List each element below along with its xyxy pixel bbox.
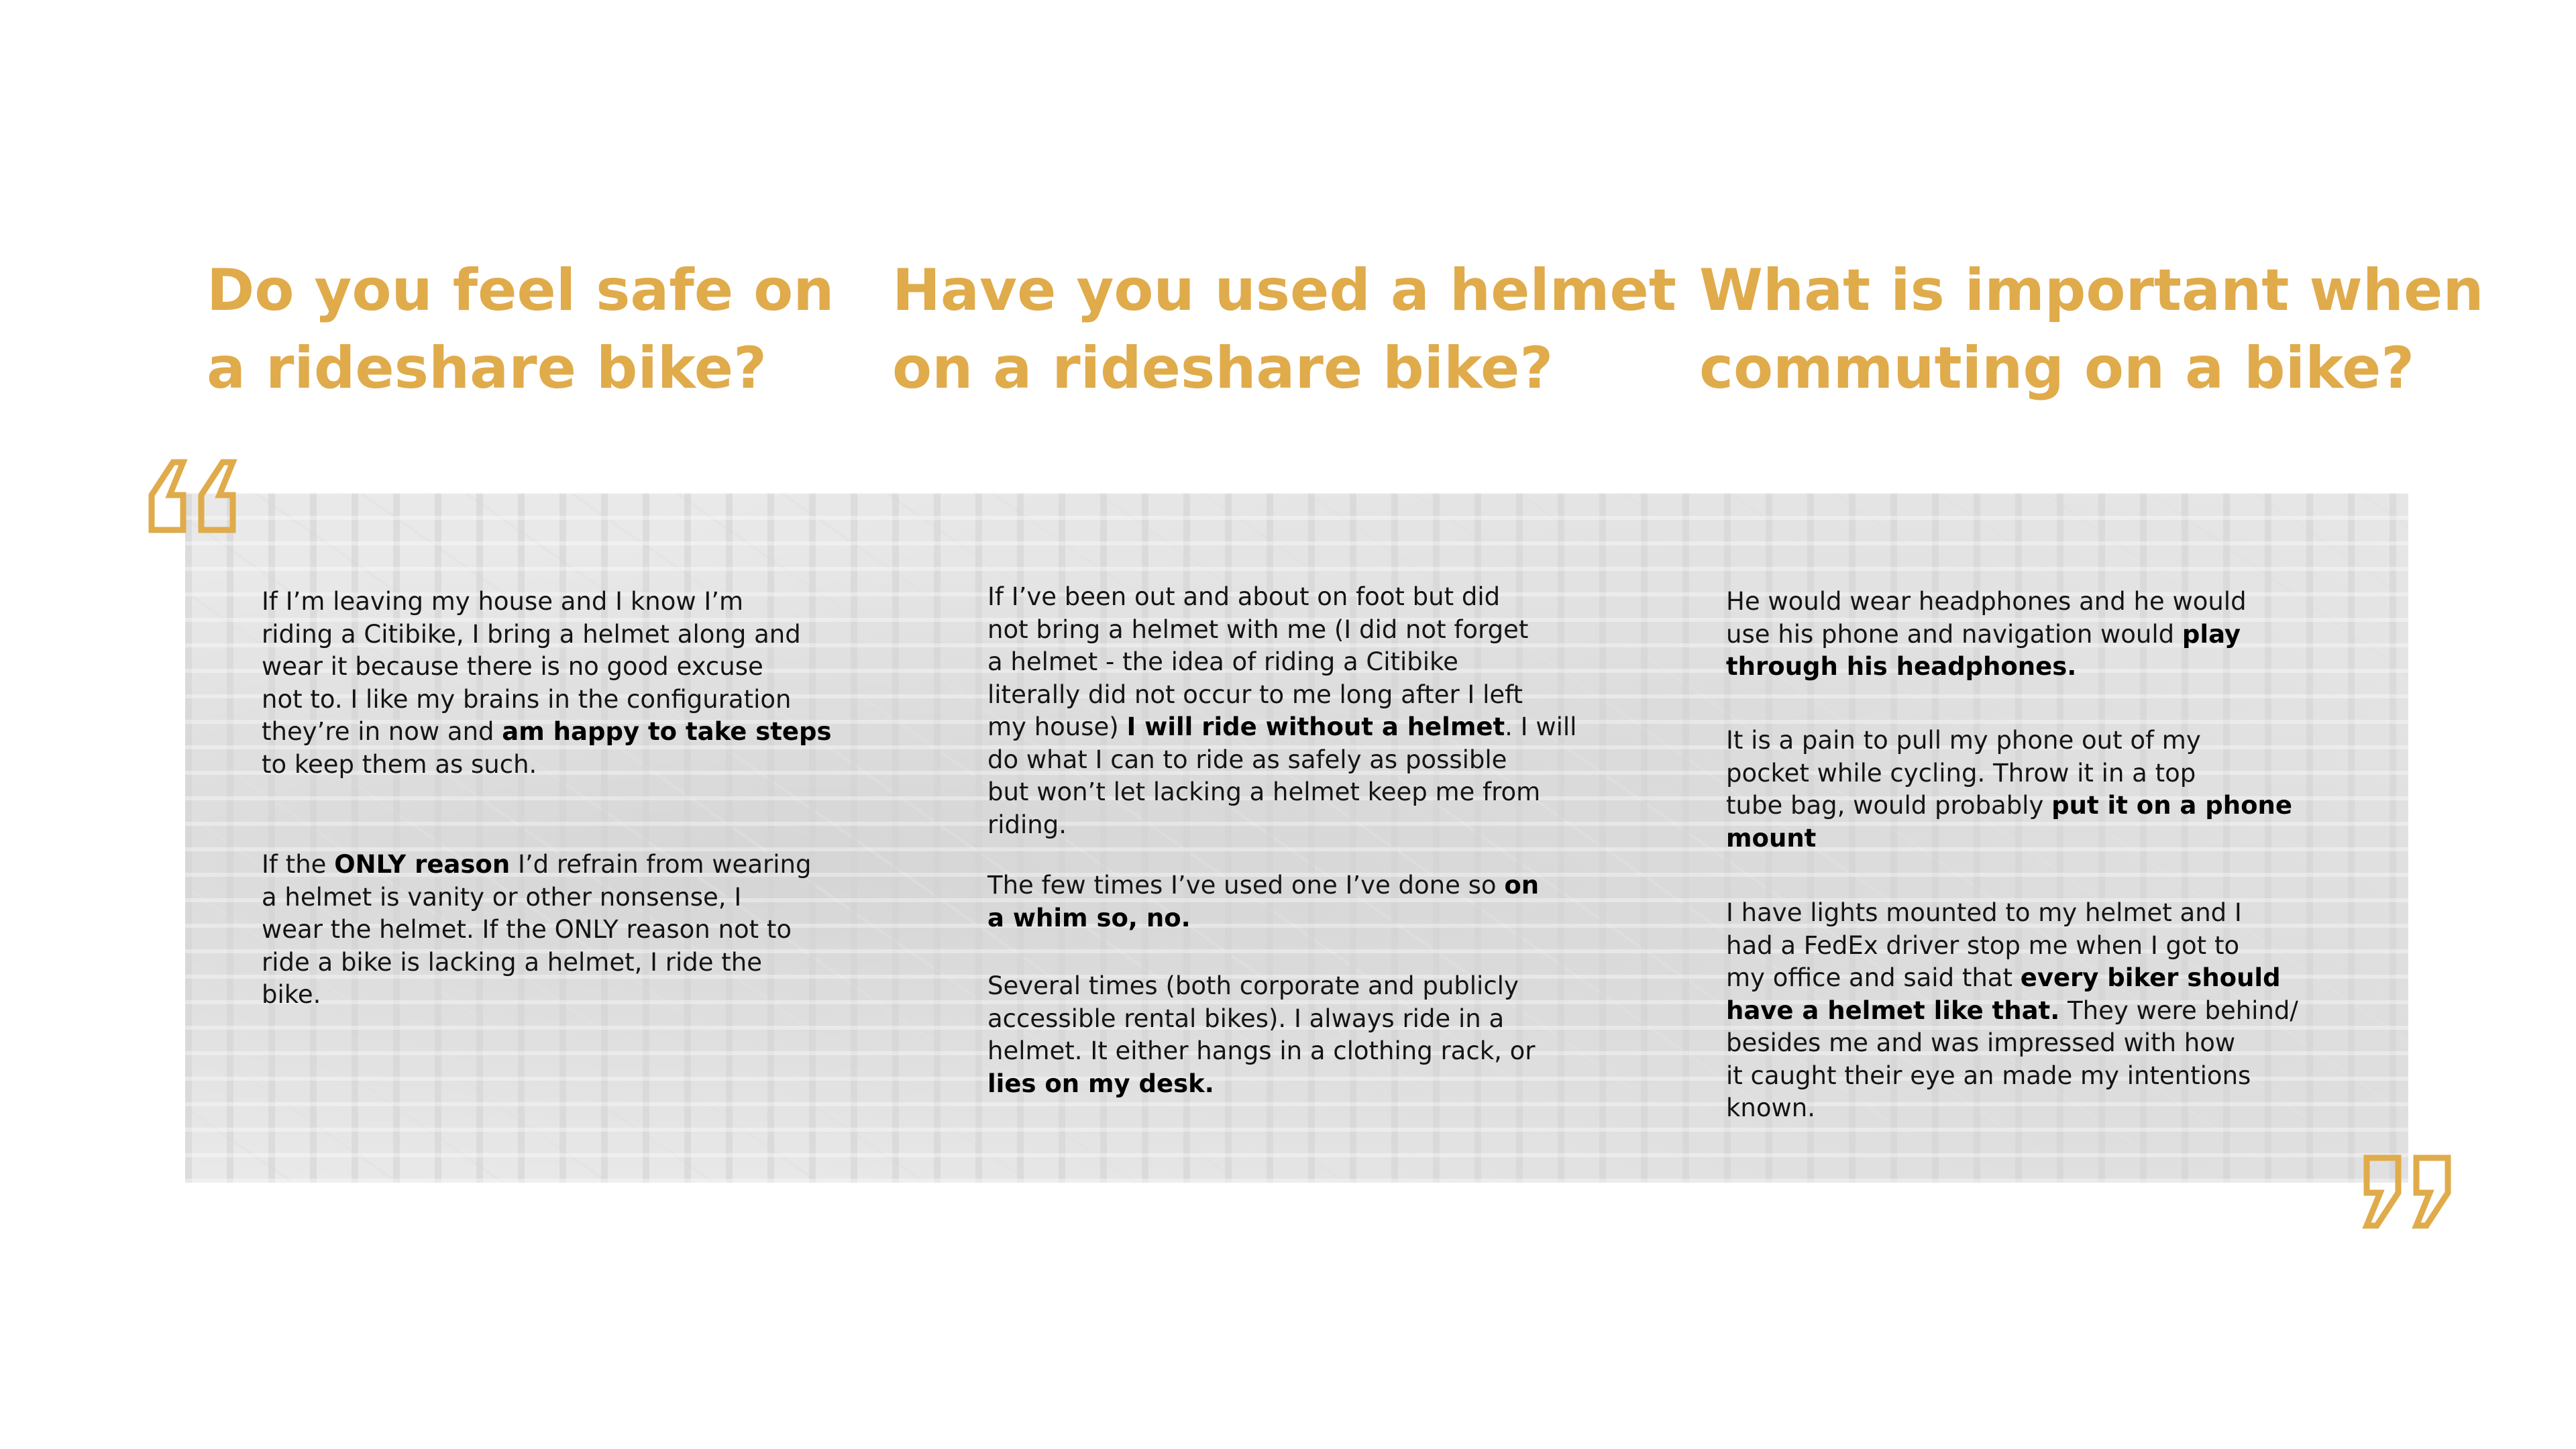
quote-line — [1726, 962, 2298, 995]
quote-line: I have lights mounted to my helmet and I — [1726, 898, 2242, 927]
quote-line — [1726, 822, 2292, 855]
quote-paragraph — [1726, 724, 2292, 855]
quote-line: If I’m leaving my house and I know I’m — [262, 587, 744, 616]
heading-line: Do you feel safe on — [207, 257, 835, 324]
quote-emphasis: on — [1504, 871, 1540, 900]
quote-line: a helmet is vanity or other nonsense, I — [262, 882, 742, 912]
question-heading-helmet — [892, 252, 1676, 407]
quote-line: bike. — [262, 980, 321, 1009]
question-heading-safe — [207, 252, 834, 407]
quote-emphasis: through his headphones. — [1726, 652, 2077, 681]
quote-text: they’re in now and — [262, 717, 502, 746]
heading-line: What is important when — [1699, 257, 2484, 324]
quote-line: If I’ve been out and about on foot but did — [987, 582, 1501, 611]
quote-text: my house) — [987, 712, 1127, 741]
quote-line: had a FedEx driver stop me when I got to — [1726, 930, 2240, 960]
quote-paragraph — [262, 586, 832, 781]
quote-emphasis: mount — [1726, 823, 1817, 853]
quote-emphasis: am happy to take steps — [502, 717, 832, 746]
quote-line — [987, 869, 1539, 902]
quote-line — [987, 711, 1576, 744]
quote-line: it caught their eye an made my intentions — [1726, 1061, 2251, 1090]
quote-text: use his phone and navigation would — [1726, 619, 2182, 649]
quote-text: . I will — [1505, 712, 1577, 741]
quote-text: The few times I’ve used one I’ve done so — [987, 871, 1505, 900]
quote-line — [987, 902, 1539, 935]
heading-line: on a rideshare bike? — [892, 335, 1554, 402]
quote-line — [1726, 619, 2247, 651]
quote-paragraph — [262, 849, 811, 1012]
quote-emphasis: put it on a phone — [2051, 791, 2292, 820]
quote-line: riding. — [987, 810, 1067, 839]
quote-emphasis: lies on my desk. — [987, 1069, 1214, 1098]
quote-line: do what I can to ride as safely as possible — [987, 745, 1507, 774]
quote-line — [987, 1068, 1536, 1101]
quote-emphasis: a whim so, no. — [987, 903, 1191, 932]
quote-line: but won’t let lacking a helmet keep me from — [987, 777, 1541, 806]
quote-line — [262, 849, 811, 881]
quote-line: not to. I like my brains in the configuration — [262, 684, 792, 714]
close-quote-icon — [2358, 1152, 2453, 1230]
quote-line: not bring a helmet with me (I did not forget — [987, 614, 1529, 644]
quote-emphasis: I will ride without a helmet — [1126, 712, 1505, 741]
heading-line: Have you used a helmet — [892, 257, 1676, 324]
heading-line: a rideshare bike? — [207, 335, 767, 402]
quote-line: pocket while cycling. Throw it in a top — [1726, 758, 2196, 788]
quote-line: accessible rental bikes). I always ride in a — [987, 1004, 1505, 1033]
quote-line: Several times (both corporate and publicly — [987, 971, 1519, 1000]
quote-line — [1726, 651, 2247, 684]
quote-line: to keep them as such. — [262, 749, 537, 779]
question-heading-commute — [1699, 252, 2484, 407]
quote-line: riding a Citibike, I bring a helmet along and — [262, 619, 801, 649]
quote-line: wear it because there is no good excuse — [262, 652, 763, 681]
quote-line: He would wear headphones and he would — [1726, 587, 2247, 616]
quote-text: If the — [262, 850, 335, 879]
quote-paragraph — [987, 869, 1539, 934]
quote-text: They were behind/ — [2059, 996, 2298, 1025]
quote-emphasis: have a helmet like that. — [1726, 996, 2060, 1025]
quote-text: tube bag, would probably — [1726, 791, 2052, 820]
quote-text: I’d refrain from wearing — [510, 850, 812, 879]
heading-line: commuting on a bike? — [1699, 335, 2415, 402]
quote-line — [1726, 790, 2292, 822]
quote-line: wear the helmet. If the ONLY reason not to — [262, 915, 792, 944]
quote-line: It is a pain to pull my phone out of my — [1726, 726, 2201, 755]
quote-line — [262, 716, 832, 749]
quote-line: known. — [1726, 1093, 1815, 1122]
quote-line: besides me and was impressed with how — [1726, 1028, 2236, 1057]
quote-text: my office and said that — [1726, 963, 2021, 992]
quote-paragraph — [1726, 897, 2298, 1125]
quote-line: a helmet - the idea of riding a Citibike — [987, 647, 1458, 676]
quote-emphasis: play — [2182, 619, 2241, 649]
quote-line: literally did not occur to me long after I left — [987, 680, 1523, 709]
quote-emphasis: every biker should — [2020, 963, 2281, 992]
quote-line — [1726, 995, 2298, 1028]
quote-emphasis: ONLY reason — [334, 850, 511, 879]
quote-paragraph — [987, 581, 1576, 841]
quote-paragraph — [987, 970, 1536, 1100]
open-quote-icon — [146, 458, 241, 535]
quote-paragraph — [1726, 586, 2247, 684]
quote-line: helmet. It either hangs in a clothing rack, or — [987, 1036, 1536, 1065]
quote-line: ride a bike is lacking a helmet, I ride the — [262, 947, 763, 977]
